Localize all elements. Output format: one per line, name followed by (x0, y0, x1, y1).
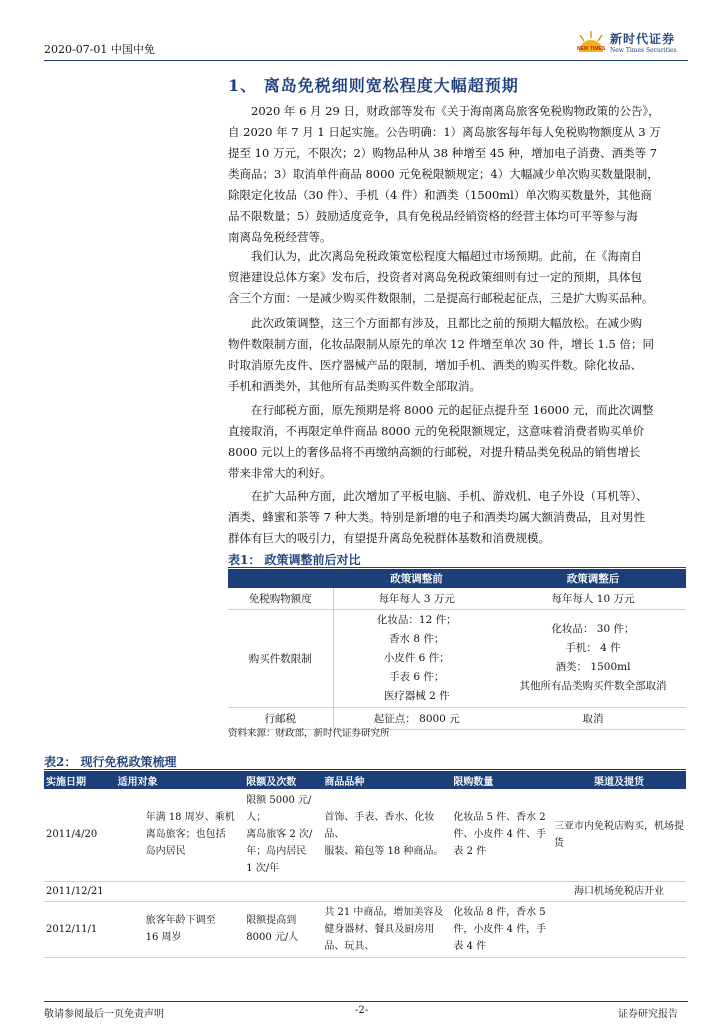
after-cell (500, 609, 686, 707)
para-line: 类商品；3）取消单件商品 8000 元免税限额规定；4）大幅减少单次购买数量限制， (228, 167, 659, 181)
cell-line: 件，小皮件 4 件，手 (453, 923, 547, 935)
para-line: 群体有巨大的吸引力，有望提升离岛免税群体基数和消费规模。 (228, 531, 550, 545)
channel-cell: 三亚市内免税店购买，机场提货 (552, 789, 686, 881)
cell-line: 限额提高到 (246, 915, 297, 926)
para-line: 除限定化妆品（30 件）、手机（4 件）和酒类（1500ml）单次购买数量外，其他商 (228, 188, 652, 202)
para-line: 贸港建设总体方案》发布后，投资者对离岛免税政策细则有过一定的预期，具体包 (228, 270, 642, 284)
goods-cell (322, 789, 451, 881)
before-cell: 起征点： 8000 元 (333, 707, 500, 729)
cell-line: 其他所有品类购买件数全部取消 (519, 680, 667, 692)
table-row (44, 881, 686, 901)
cell-line: 服装、箱包等 18 种商品。 (324, 846, 444, 858)
logo-mark-text: NEW TIMES (576, 46, 606, 52)
goods-cell (322, 881, 451, 901)
footer-page-number: -2- (355, 1005, 369, 1016)
header-rule (44, 60, 688, 61)
table-header-cell (228, 569, 333, 588)
cell-line: 健身器材、餐具及厨房用 (324, 923, 435, 935)
table-header-row (228, 569, 686, 588)
row-label: 行邮税 (228, 707, 333, 729)
policy-comparison-table (228, 569, 686, 730)
logo-chinese-name: 新时代证券 (610, 32, 676, 46)
table-header-row (44, 771, 686, 789)
limit-cell (244, 789, 322, 881)
table-row (228, 588, 686, 609)
cell-line: 手机： 4 件 (565, 642, 621, 654)
cell-line: 年满 18 周岁、乘机 (145, 812, 235, 824)
cell-line: 手表 6 件； (389, 670, 445, 683)
table-header-cell: 政策调整后 (500, 569, 686, 588)
table-header-cell: 实施日期 (44, 771, 106, 789)
qty-cell (451, 881, 552, 901)
cell-line: 离岛旅客 2 次/ (246, 829, 313, 841)
footer-disclaimer: 敬请参阅最后一页免责声明 (44, 1009, 164, 1020)
table2-top-rule (44, 769, 686, 770)
current-policy-table (44, 771, 686, 958)
date-cell: 2012/11/1 (44, 901, 106, 957)
goods-cell (322, 901, 451, 957)
table-row (44, 901, 686, 957)
para-line: 手机和酒类外，其他所有品类购买件数全部取消。 (228, 379, 481, 393)
cell-line: 化妆品 8 件，香水 5 (453, 906, 546, 918)
para-line: 品不限数量；5）鼓励适度竞争，具有免税品经销资格的经营主体均可平等参与海 (228, 209, 638, 223)
para-line: 此次政策调整，这三个方面都有涉及，且都比之前的预期大幅放松。在减少购 (251, 316, 642, 330)
after-cell: 每年每人 10 万元 (500, 588, 686, 609)
qty-cell (451, 901, 552, 957)
qty-cell (451, 789, 552, 881)
section-title: 1、 离岛免税细则宽松程度大幅超预期 (228, 76, 519, 95)
cell-line: 旅客年龄下调至 (145, 915, 216, 926)
table1-top-rule (228, 567, 686, 568)
table-header-cell: 限额及次数 (244, 771, 322, 789)
table-header-cell: 渠道及提货 (552, 771, 686, 789)
cell-line: 限额 5000 元/ (246, 795, 312, 807)
cell-line: 共 21 中商品，增加美容及 (324, 906, 444, 918)
para-line: 在扩大品种方面，此次增加了平板电脑、手机、游戏机、电子外设（耳机等）、 (251, 489, 648, 503)
para-line: 直接取消，不再限定单件商品 8000 元的免税限额规定，这意味着消费者购买单价 (228, 424, 645, 438)
para-line: 8000 元以上的奢侈品将不再缴纳高额的行邮税，对提升精品类免税品的销售增长 (228, 445, 641, 459)
table-header-cell: 政策调整前 (333, 569, 500, 588)
cell-line: 人； (246, 812, 267, 824)
cell-line: 岛内居民 (145, 846, 186, 858)
table-row (44, 789, 686, 881)
table2-caption: 表2： 现行免税政策梳理 (44, 755, 177, 769)
para-line: 我们认为，此次离岛免税政策宽松程度大幅超过市场预期。此前，在《海南自 (251, 249, 642, 263)
cell-line: 化妆品 5 件、香水 2 (453, 812, 546, 824)
paragraph-3 (228, 313, 686, 397)
limit-cell (244, 881, 322, 901)
footer-rule (44, 1001, 688, 1002)
para-line: 酒类、蜂蜜和茶等 7 种大类。特别是新增的电子和酒类均属大额消费品，且对男性 (228, 510, 646, 524)
logo-sun-icon (576, 28, 606, 56)
cell-line: 医疗器械 2 件 (383, 689, 450, 702)
table1-caption: 表1： 政策调整前后对比 (228, 553, 361, 567)
para-line: 提至 10 万元，不限次；2）购物品种从 38 种增至 45 种，增加电子消费、酒类等 7 (228, 146, 658, 160)
para-line: 2020 年 6 月 29 日，财政部等发布《关于海南离岛旅客免税购物政策的公告》， (251, 104, 660, 118)
para-line: 在行邮税方面，原先预期是将 8000 元的起征点提升至 16000 元，而此次调整 (251, 403, 654, 417)
para-line: 物件数限制方面，化妆品限制从原先的单次 12 件增至单次 30 件，增长 1.5 倍；同 (228, 337, 654, 351)
after-cell: 取消 (500, 707, 686, 729)
paragraph-5 (228, 486, 686, 549)
cell-line: 年；岛内居民 (246, 846, 307, 858)
channel-cell (552, 901, 686, 957)
para-line: 自 2020 年 7 月 1 日起实施。公告明确：1）离岛旅客每年每人免税购物额度从 3 万 (228, 125, 661, 139)
company-logo (576, 26, 688, 58)
paragraph-1 (228, 101, 686, 248)
limit-cell (244, 901, 322, 957)
cell-line: 表 2 件 (453, 846, 487, 858)
para-line: 南离岛免税经营等。 (228, 230, 332, 244)
table-header-cell: 适用对象 (106, 771, 245, 789)
target-cell (106, 789, 245, 881)
channel-cell: 海口机场免税店开业 (552, 881, 686, 901)
para-line: 时取消原先皮件、医疗器械产品的限制，增加手机、酒类的购买件数。除化妆品、 (228, 358, 642, 372)
before-cell: 每年每人 3 万元 (333, 588, 500, 609)
para-line: 带来非常大的利好。 (228, 466, 332, 480)
table-row (228, 609, 686, 707)
cell-line: 离岛旅客；也包括 (145, 829, 226, 841)
table-header-cell: 商品品种 (322, 771, 451, 789)
before-cell (333, 609, 500, 707)
cell-line: 化妆品： 30 件； (551, 623, 635, 635)
table-header-cell: 限购数量 (451, 771, 552, 789)
logo-english-name: New Times Securities (610, 47, 677, 54)
cell-line: 化妆品：12 件； (376, 613, 457, 626)
para-line: 含三个方面：一是减少购买件数限制，二是提高行邮税起征点，三是扩大购买品种。 (228, 291, 654, 305)
row-label: 购买件数限制 (228, 609, 333, 707)
cell-line: 8000 元/人 (246, 932, 299, 943)
cell-line: 酒类： 1500ml (555, 661, 631, 673)
cell-line: 1 次/年 (246, 863, 280, 875)
date-cell: 2011/12/21 (44, 881, 106, 901)
date-cell: 2011/4/20 (44, 789, 106, 881)
row-label: 免税购物额度 (228, 588, 333, 609)
header-date-company: 2020-07-01 中国中免 (44, 43, 155, 56)
cell-line: 香水 8 件； (389, 632, 445, 645)
paragraph-2 (228, 246, 686, 309)
cell-line: 小皮件 6 件； (383, 651, 450, 664)
cell-line: 件、小皮件 4 件、手 (453, 829, 547, 841)
cell-line: 品、玩具、 (324, 940, 375, 952)
paragraph-4 (228, 400, 686, 484)
target-cell (106, 901, 245, 957)
target-cell (106, 881, 245, 901)
table1-source: 资料来源：财政部，新时代证券研究所 (228, 728, 390, 739)
footer-report-type: 证券研究报告 (618, 1009, 678, 1020)
cell-line: 首饰、手表、香水、化妆品、 (324, 812, 435, 841)
cell-line: 表 4 件 (453, 940, 487, 952)
cell-line: 16 周岁 (145, 932, 182, 943)
